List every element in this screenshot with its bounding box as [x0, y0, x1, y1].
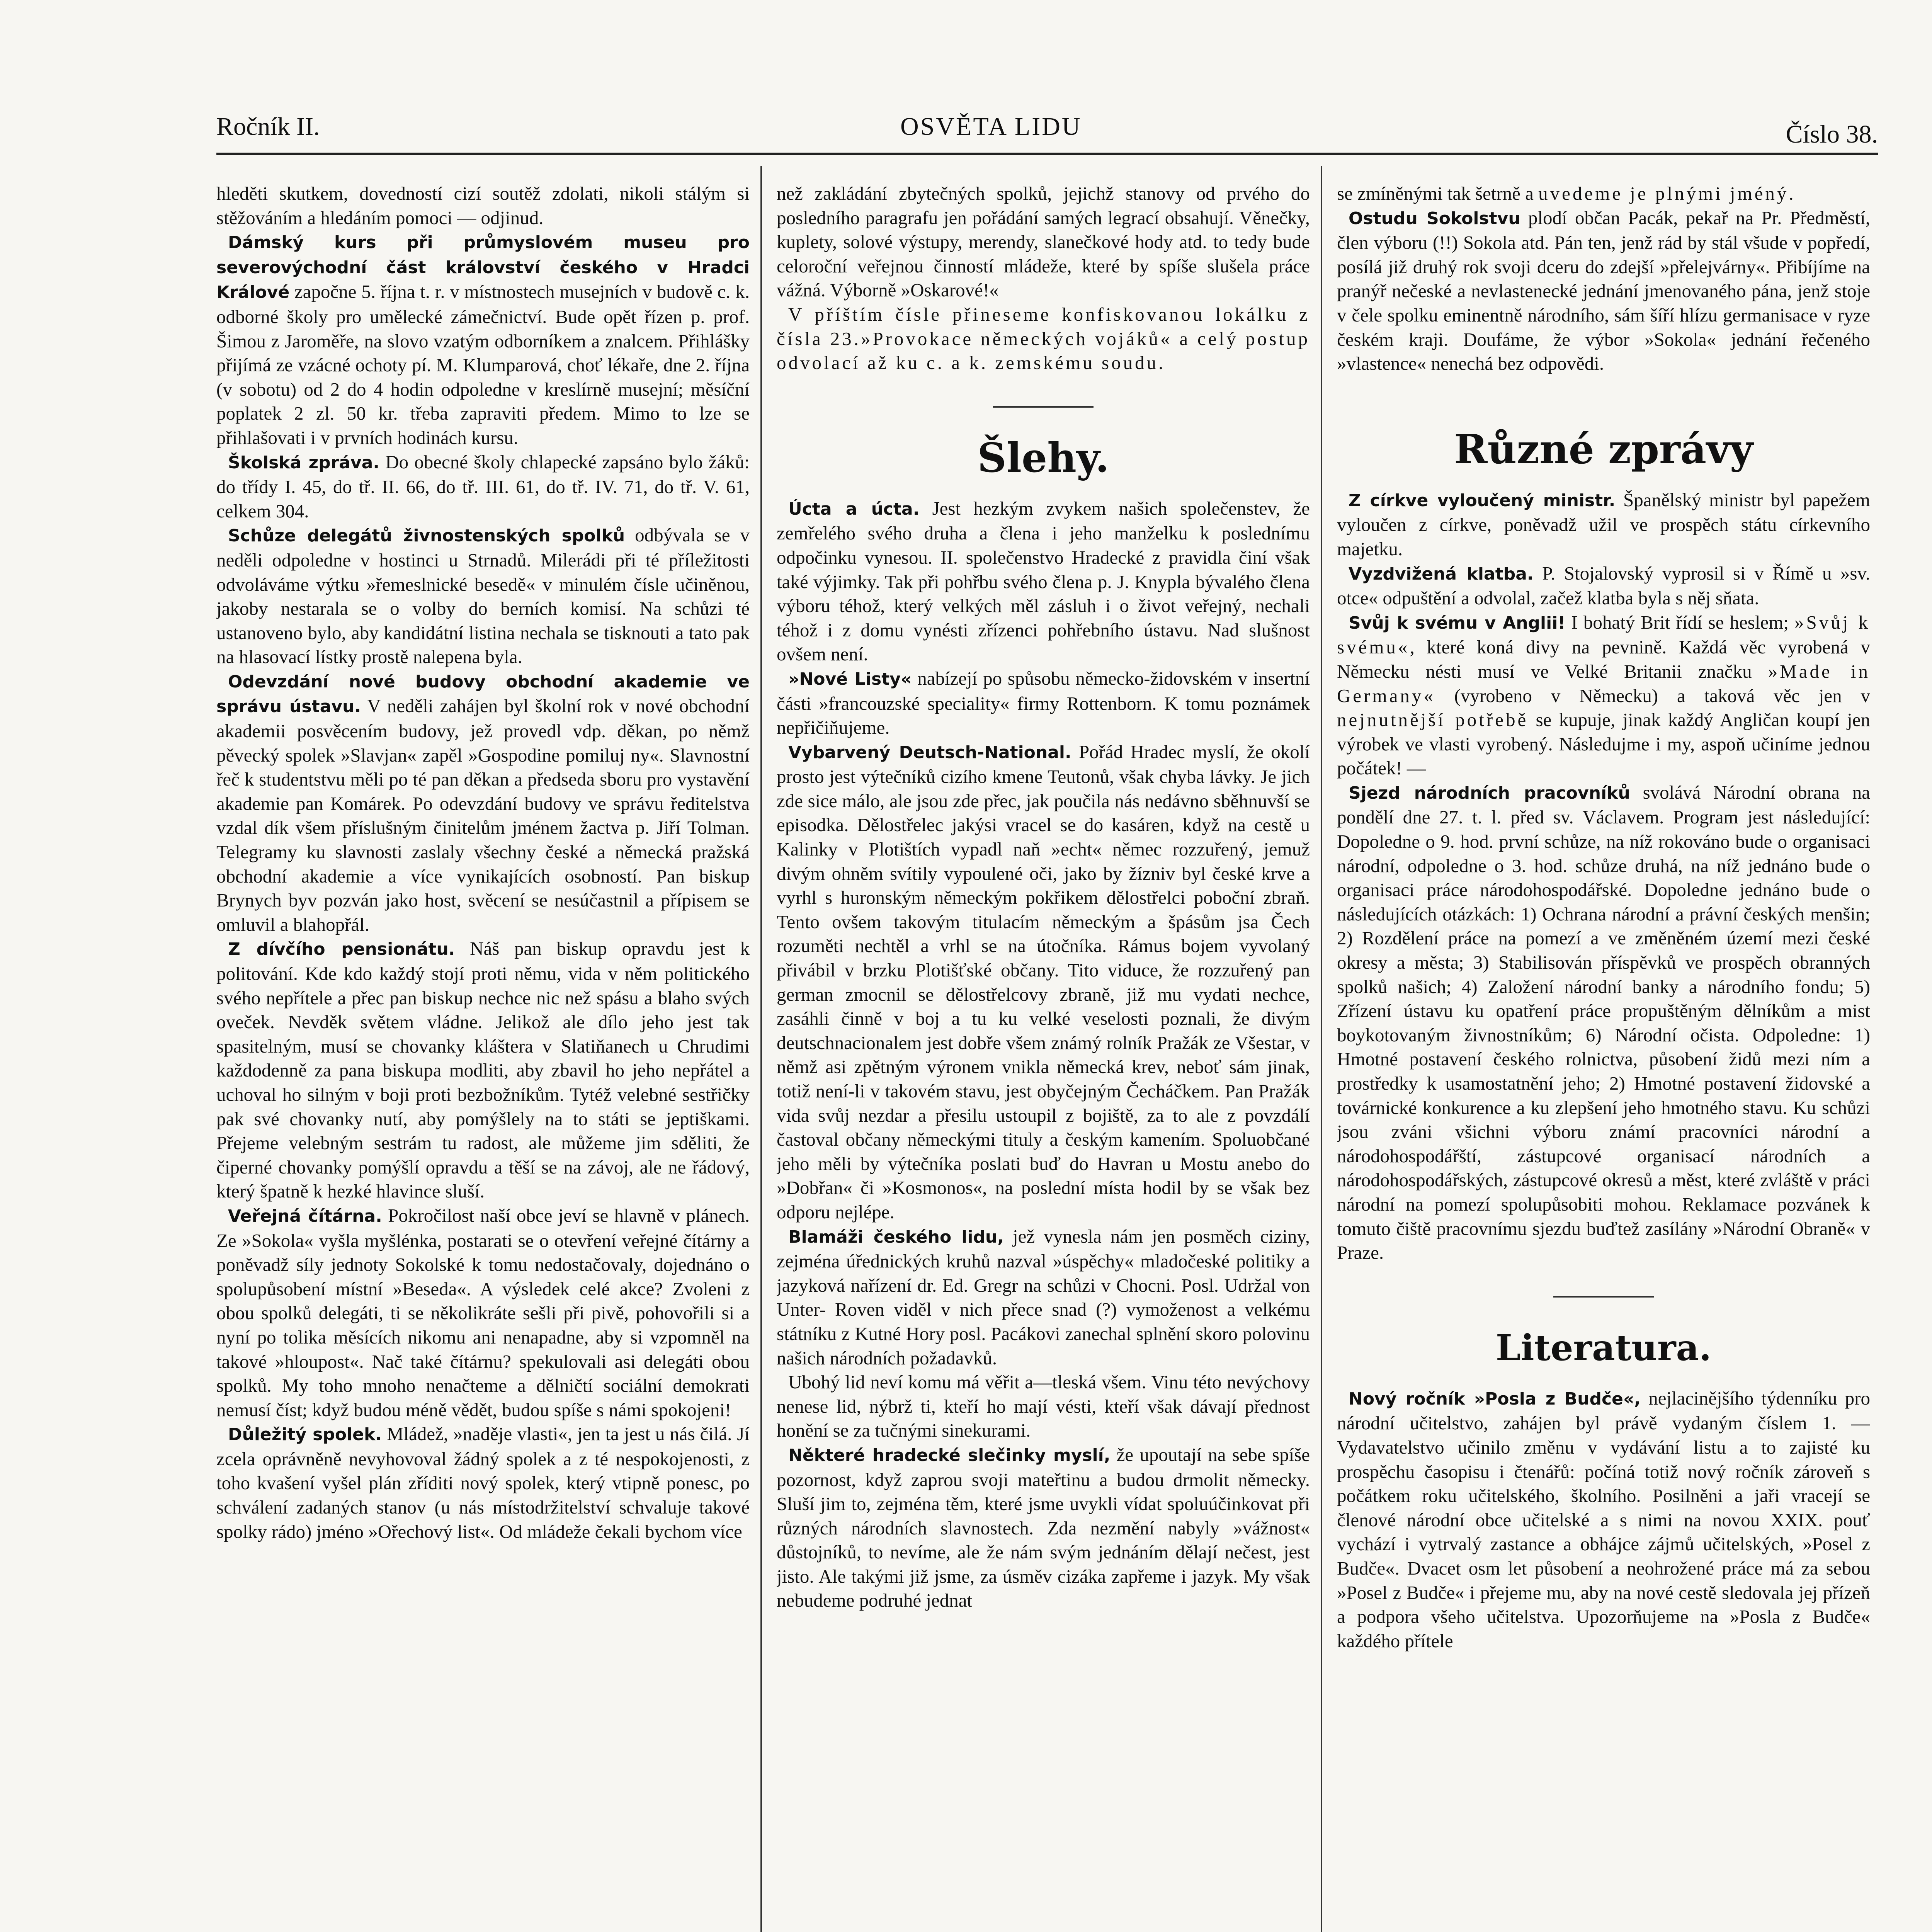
article-text: nabízejí po spůsobu německo-židovském v insertní části »francouzské speciality« firmy Rottenborn. K tomu poznámek nepřičiňujeme. [777, 667, 1310, 738]
article-heading: »Nové Listy« [788, 669, 912, 689]
article-heading: Školská zpráva. [228, 452, 380, 473]
article-text: P. Stojalovský vyprosil si v Římě u »sv. otce« odpuštění a odvolal, začež klatba byla s něj sňata. [1337, 562, 1870, 609]
column-1 [216, 182, 750, 1932]
article-text: Do obecné školy chlapecké zapsáno bylo žáků: do třídy I. 45, do tř. II. 66, do tř. III. 61, do tř. IV. 71, do tř. V. 61, celkem 304. [216, 451, 750, 522]
article-heading: Dámský kurs při průmyslovém museu pro severovýchodní část království českého v Hradci Králové [216, 233, 750, 303]
article-paragraph [777, 1443, 1310, 1613]
article-heading: Ostudu Sokolstvu [1349, 208, 1520, 228]
article-text: Jest hezkým zvykem našich společenstev, že zemřelého svého druha a člena i jeho manželku k poslednímu odpočinku vynesou. II. společenstvo Hradecké z pravidla činí však také výjimky. Tak při pohřbu svého člena p. J. Knypla bývalého člena výboru téhož, který velkých měl zásluh i o život veřejný, nechali téhož i z domu vynésti zřízenci pohřebního ústavu. Nad slušnost ovšem není. [777, 497, 1310, 665]
article-paragraph [1337, 206, 1870, 376]
article-heading: Nový ročník »Posla z Budče«, [1349, 1389, 1641, 1409]
article-paragraph [777, 667, 1310, 740]
article-heading: Veřejná čítárna. [228, 1206, 382, 1226]
article-paragraph [1337, 182, 1870, 206]
article-text: Pokročilost naší obce jeví se hlavně v plánech. Ze »Sokola« vyšla myšlénka, postarati se o otevření veřejné čítárny a poněvadž síly jednoty Sokolské k tomu nedostačovaly, dojednáno o spolupůsobení místní »Beseda«. A výsledek celé akce? Zvoleni z obou spolků delegáti, ti se několikráte sešli při pivě, pohovořili si a nyní po tolika měsících nikomu ani nenapadne, aby si vzpomněl na takové »hloupost«. Nač také čítárnu? spekulovali asi delegáti obou spolků. My toho mnoho nenačteme a dělničtí sociální demokrati nemusí číst; když budou méně vědět, budou spíše s námi spokojeni! [216, 1204, 750, 1420]
article-text: »Made in Germany« [1337, 660, 1870, 706]
article-paragraph [777, 497, 1310, 667]
article-text: I bohatý Brit řídí se heslem; [1565, 611, 1795, 633]
issue-number: Číslo 38. [1786, 120, 1878, 148]
article-text: jež vynesla nám jen posměch ciziny, zejména úřednických kruhů nazval »úspěchy« mladočeské politiky a jazyková nařízení dr. Ed. Gregr na schůzi v Chocni. Posl. Udržal von Unter- Roven viděl v nich přece snad (?) vymoženost a velkému státníku z Kutné Hory posl. Pacákovi zanechal splnění skoro polovinu našich národních požadavků. [777, 1225, 1310, 1369]
section-title: Literatura. [1495, 1327, 1712, 1369]
article-heading: Vyzdvižená klatba. [1349, 564, 1534, 584]
article-text: (vyrobeno v Německu) a taková věc jen v [1435, 685, 1870, 706]
article-paragraph [216, 450, 750, 524]
article-text: odbývala se v neděli odpoledne v hostinci u Strnadů. Milerádi při té příležitosti odvoláváme výtku »řemeslnické besedě« v minulém čísle učiněnou, jakoby nestarala se o volby do berních komisí. Na schůzi té ustanoveno bylo, aby kandidátní listina nechala se tisknouti a tato pak na hlasovací lístky prostě nalepena byla. [216, 524, 750, 668]
article-paragraph [1337, 611, 1870, 781]
notice-paragraph [777, 303, 1310, 375]
article-paragraph [777, 1225, 1310, 1371]
article-text: Náš pan biskup opravdu jest k politování. Kde kdo každý stojí proti němu, vida v něm politického svého nepřítele a přec pan biskup nechce nic než spásu a blaho svých oveček. Nevděk světem vládne. Jelikož ale dílo jeho jest tak spasitelným, musí se chovanky kláštera v Slatiňanech u Chrudimi každodenně za pana biskupa modliti, aby zbavil ho jeho nepřátel a uchoval ho silným v boji proti bezbožníkům. Tytéž velebné sestřičky pak své chovanky nutí, aby pomýšlely na to státi se jeptiškami. Přejeme velebným sestrám tu radost, ale můžeme jim sděliti, že čiperné chovanky pomýšlí opravdu a těší se na závoj, ale ne řádový, který špatně k hezké hlavince sluší. [216, 938, 750, 1202]
section-title: Různé zprávy [1454, 425, 1753, 473]
article-text: Pořád Hradec myslí, že okolí prosto jest výtečníků cizího kmene Teutonů, však chyba lávky. Je jich zde sice málo, ale jsou zde přec, jak poučila nás nedávno sběhnuvší se episodka. Dělostřelec jakýsi vracel se do kasáren, když na cestě u Kalinky v Plotištích vypadl naň »echt« němec rozzuřený, jemuž divým ohněm svítily vypoulené oči, jako by žízniv byl české krve a vyrhl s huronským německým pokřikem dělostřelci poboční zbraň. Tento ovšem takovým titulacím německým a špásům jsa Čech rozuměti nechtěl a vrhl se na útočníka. Rámus bojem vyvolaný přivábil v brzku Plotišťské občany. Tito viduce, že rozzuřený pan german zmocnil se dělostřelcovy zbraně, již mu vydati nechce, zasáhli činně v boj a tu ku velké veselosti poznali, že divým deutschnacionalem jest dobře všem známý rolník Pražák ze Všestar, v němž asi zpětným výronem vnikla německá krev, neboť sám jinak, totiž není-li v takovém stavu, jest obyčejným Čecháčkem. Pan Pražák vida svůj nezdar a přesilu ustoupil z bojiště, za to ale z povzdálí častoval občany německými tituly a českým kamením. Spoluobčané jeho měli by výtečníka poslati buď do Havran u Mostu anebo do »Dobřan« či »Kosmonos«, na poslední místa hodil by se však bez odporu nejlépe. [777, 741, 1310, 1223]
article-text: , které koná divy na pevnině. Každá věc vyrobená v Německu nésti musí ve Velké Britanii značku [1337, 636, 1870, 682]
article-paragraph [1337, 561, 1870, 611]
notice-text: »Provokace německých vojáků« a celý postup odvolací až ku c. a k. zemskému soudu. [777, 328, 1310, 374]
article-paragraph: než zakládání zbytečných spolků, jejichž stanovy od prvého do posledního paragrafu jen pořádání samých legrací obsahují. Věnečky, kuplety, solové výstupy, merendy, slanečkové hody atd. to tedy bude celoroční veřejnou činností mládeže, které by spíše slušela práce vážná. Výborně »Oskarové!« [777, 183, 1310, 301]
article-paragraph [777, 740, 1310, 1225]
page-header [216, 104, 1878, 151]
article-paragraph [216, 669, 750, 937]
notice-text: V příštím čísle přineseme konfiskovanou lokálku z čísla 23. [777, 303, 1310, 349]
article-paragraph: hleděti skutkem, dovedností cizí soutěž zdolati, nikoli stálým si stěžováním a hledáním pomoci — odjinud. [216, 183, 750, 228]
volume-label: Ročník II. [216, 112, 320, 141]
article-paragraph [1337, 781, 1870, 1265]
column-3 [1337, 182, 1870, 1932]
article-heading: Z dívčího pensionátu. [228, 939, 455, 959]
article-heading: Některé hradecké slečinky myslí, [788, 1445, 1111, 1465]
article-heading: Odevzdání nové budovy obchodní akademie ve správu ústavu. [216, 672, 750, 717]
article-text: svolává Národní obrana na pondělí dne 27. t. l. před sv. Václavem. Program jest následující: Dopoledne o 9. hod. první schůze, na níž rokováno bude o organisaci národní, odpoledne o 3. hod. schůze druhá, na níž jednáno bude o organisaci práce národohospodářské. Dopoledne jednáno bude o následujících otázkách: 1) Ochrana národní a právní českých menšin; 2) Rozdělení práce na pomezí a ve změněném území mezi české okresy a města; 3) Stabilisován příspěvků ve prospěch obranných spolků našich; 4) Založení národní banky a národního fondu; 5) Zřízení ústavu ku opatření práce propuštěným dělníkům a mist boykotovaným živnostníkům; 6) Národní očista. Odpoledne: 1) Hmotné postavení českého rolnictva, působení židů mezi ním a prostředky k usamostatnění jeho; 2) Hmotné postavení židovské a továrnické konkurence a ku zlepšení jeho hmotného stavu. Ku schůzi jsou zváni všichni výboru známí pracovníci národní a národohospodářští, zástupcové organisací národních a národohospodářských, zástupcové okresů a měst, které zvláště v práci národní na pomezí spolupůsobiti mohou. Reklamace pozvánek k tomuto čiště pracovnímu sjezdu buďtež zasílány »Národní Obraně« v Praze. [1337, 781, 1870, 1264]
article-paragraph [216, 937, 750, 1204]
article-text: V neděli zahájen byl školní rok v nové obchodní akademii posvěcením budovy, jež provedl vdp. děkan, po němž pěvecký spolek »Slavjan« zapěl »Gospodine pomiluj ny«. Slavnostní řeč k studentstvu měli po té pan děkan a předseda sboru pro vystavění akademie pan Komárek. Po odevzdání budovy ve správu ředitelstva vzdal dík všem příslušným činitelům jménem žactva p. Jiří Tolman. Telegramy ku slavnosti zaslaly všechny české a německá pražská obchodní akademie a více vynikajících osobností. Pan biskup Brynych byv pozván jako host, svěcení se nesúčastnil a přípisem se omluvil a blahopřál. [216, 695, 750, 935]
section-divider [1553, 1296, 1654, 1298]
article-heading: Svůj k svému v Anglii! [1349, 613, 1566, 633]
article-heading: Z církve vyloučený ministr. [1349, 490, 1616, 510]
header-rule [216, 153, 1878, 155]
column-2 [777, 182, 1310, 1932]
article-paragraph: Ubohý lid neví komu má věřit a—tleská všem. Vinu této nevýchovy nenese lid, nýbrž ti, kteří ho mají vésti, kteří však dávají přednost honění se za tučnými sinekurami. [777, 1371, 1310, 1441]
article-text: »Svůj k svému« [1337, 611, 1870, 658]
section-divider [993, 406, 1094, 408]
masthead-title: OSVĚTA LIDU [900, 112, 1082, 141]
article-paragraph [1337, 488, 1870, 561]
article-heading: Schůze delegátů živnostenských spolků [228, 526, 625, 546]
article-text: se zmíněnými tak šetrně a [1337, 183, 1539, 204]
article-paragraph [1337, 1386, 1870, 1653]
article-text: že upoutají na sebe spíše pozornost, když zaprou svoji mateřtinu a budou drmolit německy. Sluší jim to, zejména těm, které jsme uvykli vídat spoluúčinkovat při různých národních slavnostech. Zda nezmění nabyly »vážnost« důstojníků, to nevíme, ale že nám svým jednáním dělají nečest, jest jisto. Ale takými již jsme, za úsměv cizáka zapřeme i jazyk. My však nebudeme podruhé jednat [777, 1444, 1310, 1611]
column-divider [760, 166, 762, 1932]
article-heading: Úcta a úcta. [788, 499, 920, 519]
section-title: Šlehy. [977, 434, 1109, 481]
article-paragraph [216, 1422, 750, 1544]
article-text: nejnutnější potřebě [1337, 709, 1529, 731]
article-text: započne 5. října t. r. v místnostech musejních v budově c. k. odborné školy pro umělecké zámečnictví. Bude opět řízen p. prof. Šimou z Jaroměře, na slovo vzatým odborníkem a znalcem. Přihlášky přijímá ze vzácné ochoty pí. M. Klumparová, choť lékaře, dne 2. října (v sobotu) od 2 do 4 hodin odpoledne v kreslírně musejní; měsíční poplatek 2 zl. 50 kr. třeba zapraviti předem. Mimo to lze se přihlašovati i v prvních hodinách kursu. [216, 281, 750, 448]
article-text: nejlacinějšího týdenníku pro národní učitelstvo, zahájen byl právě vydaným číslem 1. — Vydavatelstvo učinilo změnu v vydávání listu a to zajisté ku prospěchu časopisu i čtenářů: počíná totiž nový ročník zároveň s počátkem roku učitelského, školního. Posilněni a jaři vracejí se členové národní obce učitelské a s nimi na novou XXIX. pouť vychází i vytrvalý zastance a obhájce zájmů učitelských, »Posel z Budče«. Dvacet osm let působení a neohrožené práce má za sebou »Posel z Budče« i přejeme mu, aby na nové cestě sledovala jej přízeň a podpora všeho učitelstva. Upozorňujeme na »Posla z Budče« každého přítele [1337, 1387, 1870, 1651]
column-divider [1321, 166, 1322, 1932]
article-heading: Vybarvený Deutsch-National. [788, 742, 1071, 762]
article-paragraph [216, 230, 750, 450]
article-paragraph [216, 523, 750, 669]
article-text: se kupuje, jinak každý Angličan koupí jen výrobek ve vlasti vyrobený. Následujme i my, aspoň učiníme jednou počátek! — [1337, 709, 1870, 779]
article-text: Španělský ministr byl papežem vyloučen z církve, poněvadž užil ve prospěch státu církevního majetku. [1337, 489, 1870, 560]
article-heading: Důležitý spolek. [228, 1425, 382, 1445]
article-heading: Sjezd národních pracovníků [1349, 783, 1630, 803]
article-text: uvedeme je plnými jméný. [1538, 183, 1796, 204]
article-heading: Blamáži českého lidu, [788, 1227, 1004, 1247]
article-text: plodí občan Pacák, pekař na Pr. Předměstí, člen výboru (!!) Sokola atd. Pán ten, jenž rád by stál všude v popředí, posílá již druhý rok svoji dceru do zdejší »přelejvárny«. Přibíjíme na pranýř nečeské a nevlastenecké jednání jmenovaného pána, jenž stoje v čele spolku eminentně národního, sám šíří hlízu germanisace v ryze českém kraji. Doufáme, že výbor »Sokola« jednání řečeného »vlastence« nenechá bez odpovědi. [1337, 207, 1870, 374]
article-paragraph [216, 1204, 750, 1422]
article-text: Mládež, »naděje vlasti«, jen ta jest u nás čilá. Jí zcela oprávněně nevyhovoval žádný spolek a z té nespokojenosti, z toho kvašení vyšel plán zříditi nový spolek, který vtipně ponesc, po schválení zadaných stanov (u nás místodržitelství schvaluje takové spolky rádo) jméno »Ořechový list«. Od mládeže čekali bychom více [216, 1423, 750, 1542]
